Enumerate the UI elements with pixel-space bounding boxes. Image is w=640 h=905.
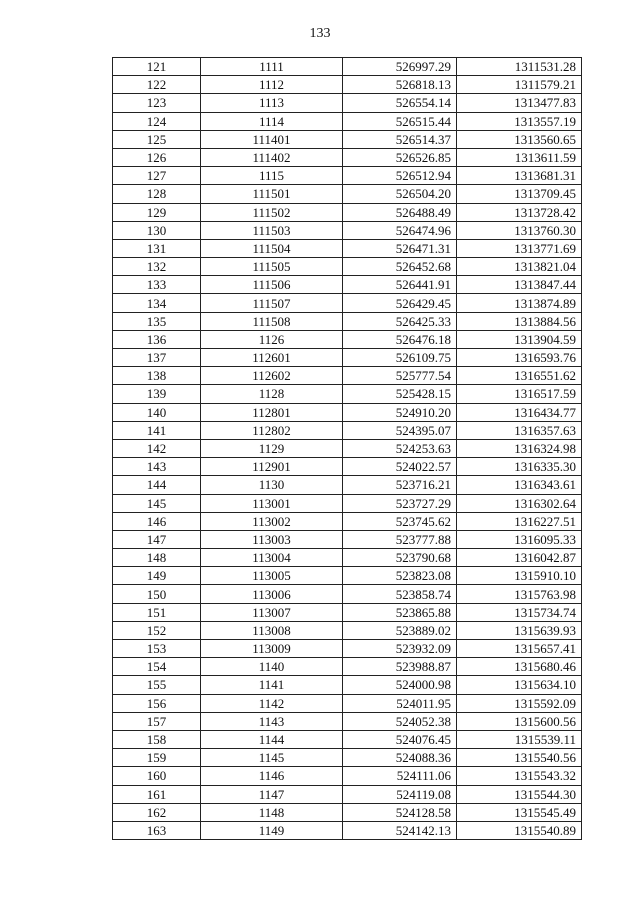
x-coordinate-cell: 524128.58 [343, 803, 457, 821]
table-row [113, 367, 582, 385]
row-number-cell: 163 [113, 821, 201, 839]
point-id-cell: 113007 [201, 603, 343, 621]
point-id-cell: 1149 [201, 821, 343, 839]
x-coordinate-cell: 524119.08 [343, 785, 457, 803]
point-id-cell: 1148 [201, 803, 343, 821]
point-id-cell: 113002 [201, 512, 343, 530]
x-coordinate-cell: 526514.37 [343, 130, 457, 148]
row-number-cell: 125 [113, 130, 201, 148]
point-id-cell: 1128 [201, 385, 343, 403]
y-coordinate-cell: 1316343.61 [457, 476, 582, 494]
table-row [113, 349, 582, 367]
y-coordinate-cell: 1313709.45 [457, 185, 582, 203]
point-id-cell: 113004 [201, 549, 343, 567]
table-row [113, 330, 582, 348]
point-id-cell: 1126 [201, 330, 343, 348]
y-coordinate-cell: 1313477.83 [457, 94, 582, 112]
y-coordinate-cell: 1316593.76 [457, 349, 582, 367]
point-id-cell: 111507 [201, 294, 343, 312]
row-number-cell: 128 [113, 185, 201, 203]
x-coordinate-cell: 523745.62 [343, 512, 457, 530]
point-id-cell: 113005 [201, 567, 343, 585]
y-coordinate-cell: 1311531.28 [457, 58, 582, 76]
x-coordinate-cell: 526471.31 [343, 239, 457, 257]
y-coordinate-cell: 1316042.87 [457, 549, 582, 567]
row-number-cell: 122 [113, 76, 201, 94]
point-id-cell: 1112 [201, 76, 343, 94]
x-coordinate-cell: 524022.57 [343, 458, 457, 476]
y-coordinate-cell: 1313557.19 [457, 112, 582, 130]
point-id-cell: 111506 [201, 276, 343, 294]
row-number-cell: 151 [113, 603, 201, 621]
point-id-cell: 112602 [201, 367, 343, 385]
x-coordinate-cell: 526818.13 [343, 76, 457, 94]
table-row [113, 294, 582, 312]
table-row [113, 658, 582, 676]
table-row [113, 494, 582, 512]
table-row [113, 512, 582, 530]
row-number-cell: 141 [113, 421, 201, 439]
row-number-cell: 132 [113, 258, 201, 276]
row-number-cell: 137 [113, 349, 201, 367]
point-id-cell: 113006 [201, 585, 343, 603]
y-coordinate-cell: 1313884.56 [457, 312, 582, 330]
x-coordinate-cell: 524910.20 [343, 403, 457, 421]
x-coordinate-cell: 526526.85 [343, 148, 457, 166]
y-coordinate-cell: 1315657.41 [457, 640, 582, 658]
table-row [113, 239, 582, 257]
y-coordinate-cell: 1316302.64 [457, 494, 582, 512]
y-coordinate-cell: 1315634.10 [457, 676, 582, 694]
table-row [113, 749, 582, 767]
table-row [113, 640, 582, 658]
y-coordinate-cell: 1315734.74 [457, 603, 582, 621]
point-id-cell: 111502 [201, 203, 343, 221]
y-coordinate-cell: 1313560.65 [457, 130, 582, 148]
table-row [113, 76, 582, 94]
table-row [113, 694, 582, 712]
x-coordinate-cell: 523988.87 [343, 658, 457, 676]
point-id-cell: 112601 [201, 349, 343, 367]
x-coordinate-cell: 524011.95 [343, 694, 457, 712]
row-number-cell: 160 [113, 767, 201, 785]
table-row [113, 403, 582, 421]
table-row [113, 676, 582, 694]
y-coordinate-cell: 1313728.42 [457, 203, 582, 221]
point-id-cell: 113003 [201, 530, 343, 548]
x-coordinate-cell: 524142.13 [343, 821, 457, 839]
table-row [113, 603, 582, 621]
y-coordinate-cell: 1313771.69 [457, 239, 582, 257]
point-id-cell: 111401 [201, 130, 343, 148]
row-number-cell: 150 [113, 585, 201, 603]
y-coordinate-cell: 1316335.30 [457, 458, 582, 476]
row-number-cell: 145 [113, 494, 201, 512]
x-coordinate-cell: 523716.21 [343, 476, 457, 494]
point-id-cell: 1115 [201, 167, 343, 185]
y-coordinate-cell: 1313904.59 [457, 330, 582, 348]
point-id-cell: 1141 [201, 676, 343, 694]
x-coordinate-cell: 526488.49 [343, 203, 457, 221]
y-coordinate-cell: 1313847.44 [457, 276, 582, 294]
table-row [113, 767, 582, 785]
y-coordinate-cell: 1313760.30 [457, 221, 582, 239]
table-row [113, 203, 582, 221]
row-number-cell: 123 [113, 94, 201, 112]
table-row [113, 58, 582, 76]
point-id-cell: 113008 [201, 621, 343, 639]
table-row [113, 567, 582, 585]
x-coordinate-cell: 525777.54 [343, 367, 457, 385]
x-coordinate-cell: 526474.96 [343, 221, 457, 239]
y-coordinate-cell: 1316324.98 [457, 439, 582, 457]
row-number-cell: 139 [113, 385, 201, 403]
row-number-cell: 156 [113, 694, 201, 712]
x-coordinate-cell: 526429.45 [343, 294, 457, 312]
x-coordinate-cell: 525428.15 [343, 385, 457, 403]
row-number-cell: 131 [113, 239, 201, 257]
row-number-cell: 159 [113, 749, 201, 767]
y-coordinate-cell: 1316517.59 [457, 385, 582, 403]
y-coordinate-cell: 1315639.93 [457, 621, 582, 639]
row-number-cell: 143 [113, 458, 201, 476]
table-row [113, 821, 582, 839]
y-coordinate-cell: 1313681.31 [457, 167, 582, 185]
row-number-cell: 155 [113, 676, 201, 694]
row-number-cell: 127 [113, 167, 201, 185]
row-number-cell: 134 [113, 294, 201, 312]
point-id-cell: 1144 [201, 730, 343, 748]
point-id-cell: 113009 [201, 640, 343, 658]
table-row [113, 94, 582, 112]
point-id-cell: 1140 [201, 658, 343, 676]
x-coordinate-cell: 526425.33 [343, 312, 457, 330]
table-row [113, 530, 582, 548]
x-coordinate-cell: 523858.74 [343, 585, 457, 603]
row-number-cell: 126 [113, 148, 201, 166]
point-id-cell: 1114 [201, 112, 343, 130]
table-row [113, 385, 582, 403]
point-id-cell: 112801 [201, 403, 343, 421]
y-coordinate-cell: 1313821.04 [457, 258, 582, 276]
table-row [113, 730, 582, 748]
table-row [113, 276, 582, 294]
x-coordinate-cell: 524000.98 [343, 676, 457, 694]
row-number-cell: 124 [113, 112, 201, 130]
row-number-cell: 147 [113, 530, 201, 548]
point-id-cell: 112901 [201, 458, 343, 476]
row-number-cell: 146 [113, 512, 201, 530]
x-coordinate-cell: 523790.68 [343, 549, 457, 567]
point-id-cell: 1130 [201, 476, 343, 494]
row-number-cell: 130 [113, 221, 201, 239]
y-coordinate-cell: 1316434.77 [457, 403, 582, 421]
point-id-cell: 1142 [201, 694, 343, 712]
row-number-cell: 135 [113, 312, 201, 330]
row-number-cell: 152 [113, 621, 201, 639]
table-row [113, 549, 582, 567]
table-row [113, 312, 582, 330]
x-coordinate-cell: 524253.63 [343, 439, 457, 457]
row-number-cell: 161 [113, 785, 201, 803]
y-coordinate-cell: 1313874.89 [457, 294, 582, 312]
x-coordinate-cell: 524395.07 [343, 421, 457, 439]
row-number-cell: 158 [113, 730, 201, 748]
x-coordinate-cell: 526997.29 [343, 58, 457, 76]
point-id-cell: 1113 [201, 94, 343, 112]
y-coordinate-cell: 1315600.56 [457, 712, 582, 730]
table-row [113, 585, 582, 603]
point-id-cell: 111508 [201, 312, 343, 330]
row-number-cell: 140 [113, 403, 201, 421]
x-coordinate-cell: 524111.06 [343, 767, 457, 785]
x-coordinate-cell: 526476.18 [343, 330, 457, 348]
y-coordinate-cell: 1315543.32 [457, 767, 582, 785]
x-coordinate-cell: 523823.08 [343, 567, 457, 585]
x-coordinate-cell: 523777.88 [343, 530, 457, 548]
page-number: 133 [309, 26, 331, 41]
table-row [113, 221, 582, 239]
point-id-cell: 1146 [201, 767, 343, 785]
y-coordinate-cell: 1311579.21 [457, 76, 582, 94]
point-id-cell: 1129 [201, 439, 343, 457]
y-coordinate-cell: 1316357.63 [457, 421, 582, 439]
y-coordinate-cell: 1315540.89 [457, 821, 582, 839]
row-number-cell: 136 [113, 330, 201, 348]
row-number-cell: 144 [113, 476, 201, 494]
point-id-cell: 111501 [201, 185, 343, 203]
row-number-cell: 154 [113, 658, 201, 676]
row-number-cell: 142 [113, 439, 201, 457]
point-id-cell: 111505 [201, 258, 343, 276]
x-coordinate-cell: 524052.38 [343, 712, 457, 730]
point-id-cell: 112802 [201, 421, 343, 439]
x-coordinate-cell: 526109.75 [343, 349, 457, 367]
table-row [113, 130, 582, 148]
row-number-cell: 138 [113, 367, 201, 385]
table-row [113, 712, 582, 730]
y-coordinate-cell: 1315539.11 [457, 730, 582, 748]
point-id-cell: 1147 [201, 785, 343, 803]
y-coordinate-cell: 1315763.98 [457, 585, 582, 603]
row-number-cell: 133 [113, 276, 201, 294]
y-coordinate-cell: 1315680.46 [457, 658, 582, 676]
x-coordinate-cell: 526504.20 [343, 185, 457, 203]
point-id-cell: 1111 [201, 58, 343, 76]
table-body [113, 58, 582, 840]
y-coordinate-cell: 1316095.33 [457, 530, 582, 548]
table-row [113, 185, 582, 203]
point-id-cell: 111503 [201, 221, 343, 239]
x-coordinate-cell: 524088.36 [343, 749, 457, 767]
x-coordinate-cell: 523727.29 [343, 494, 457, 512]
point-id-cell: 111402 [201, 148, 343, 166]
row-number-cell: 148 [113, 549, 201, 567]
y-coordinate-cell: 1315545.49 [457, 803, 582, 821]
y-coordinate-cell: 1315910.10 [457, 567, 582, 585]
x-coordinate-cell: 523932.09 [343, 640, 457, 658]
x-coordinate-cell: 526441.91 [343, 276, 457, 294]
table-row [113, 258, 582, 276]
point-id-cell: 113001 [201, 494, 343, 512]
y-coordinate-cell: 1315592.09 [457, 694, 582, 712]
point-id-cell: 1145 [201, 749, 343, 767]
row-number-cell: 162 [113, 803, 201, 821]
table-row [113, 785, 582, 803]
table-row [113, 476, 582, 494]
table-row [113, 112, 582, 130]
x-coordinate-cell: 526452.68 [343, 258, 457, 276]
table-row [113, 458, 582, 476]
point-id-cell: 111504 [201, 239, 343, 257]
table-row [113, 803, 582, 821]
y-coordinate-cell: 1315544.30 [457, 785, 582, 803]
x-coordinate-cell: 526512.94 [343, 167, 457, 185]
x-coordinate-cell: 526554.14 [343, 94, 457, 112]
y-coordinate-cell: 1316227.51 [457, 512, 582, 530]
row-number-cell: 149 [113, 567, 201, 585]
table-row [113, 167, 582, 185]
table-row [113, 439, 582, 457]
y-coordinate-cell: 1313611.59 [457, 148, 582, 166]
y-coordinate-cell: 1315540.56 [457, 749, 582, 767]
coordinates-table [112, 57, 582, 840]
row-number-cell: 129 [113, 203, 201, 221]
table-row [113, 148, 582, 166]
row-number-cell: 121 [113, 58, 201, 76]
x-coordinate-cell: 526515.44 [343, 112, 457, 130]
row-number-cell: 153 [113, 640, 201, 658]
table-row [113, 421, 582, 439]
y-coordinate-cell: 1316551.62 [457, 367, 582, 385]
x-coordinate-cell: 523865.88 [343, 603, 457, 621]
row-number-cell: 157 [113, 712, 201, 730]
x-coordinate-cell: 524076.45 [343, 730, 457, 748]
point-id-cell: 1143 [201, 712, 343, 730]
x-coordinate-cell: 523889.02 [343, 621, 457, 639]
table-row [113, 621, 582, 639]
